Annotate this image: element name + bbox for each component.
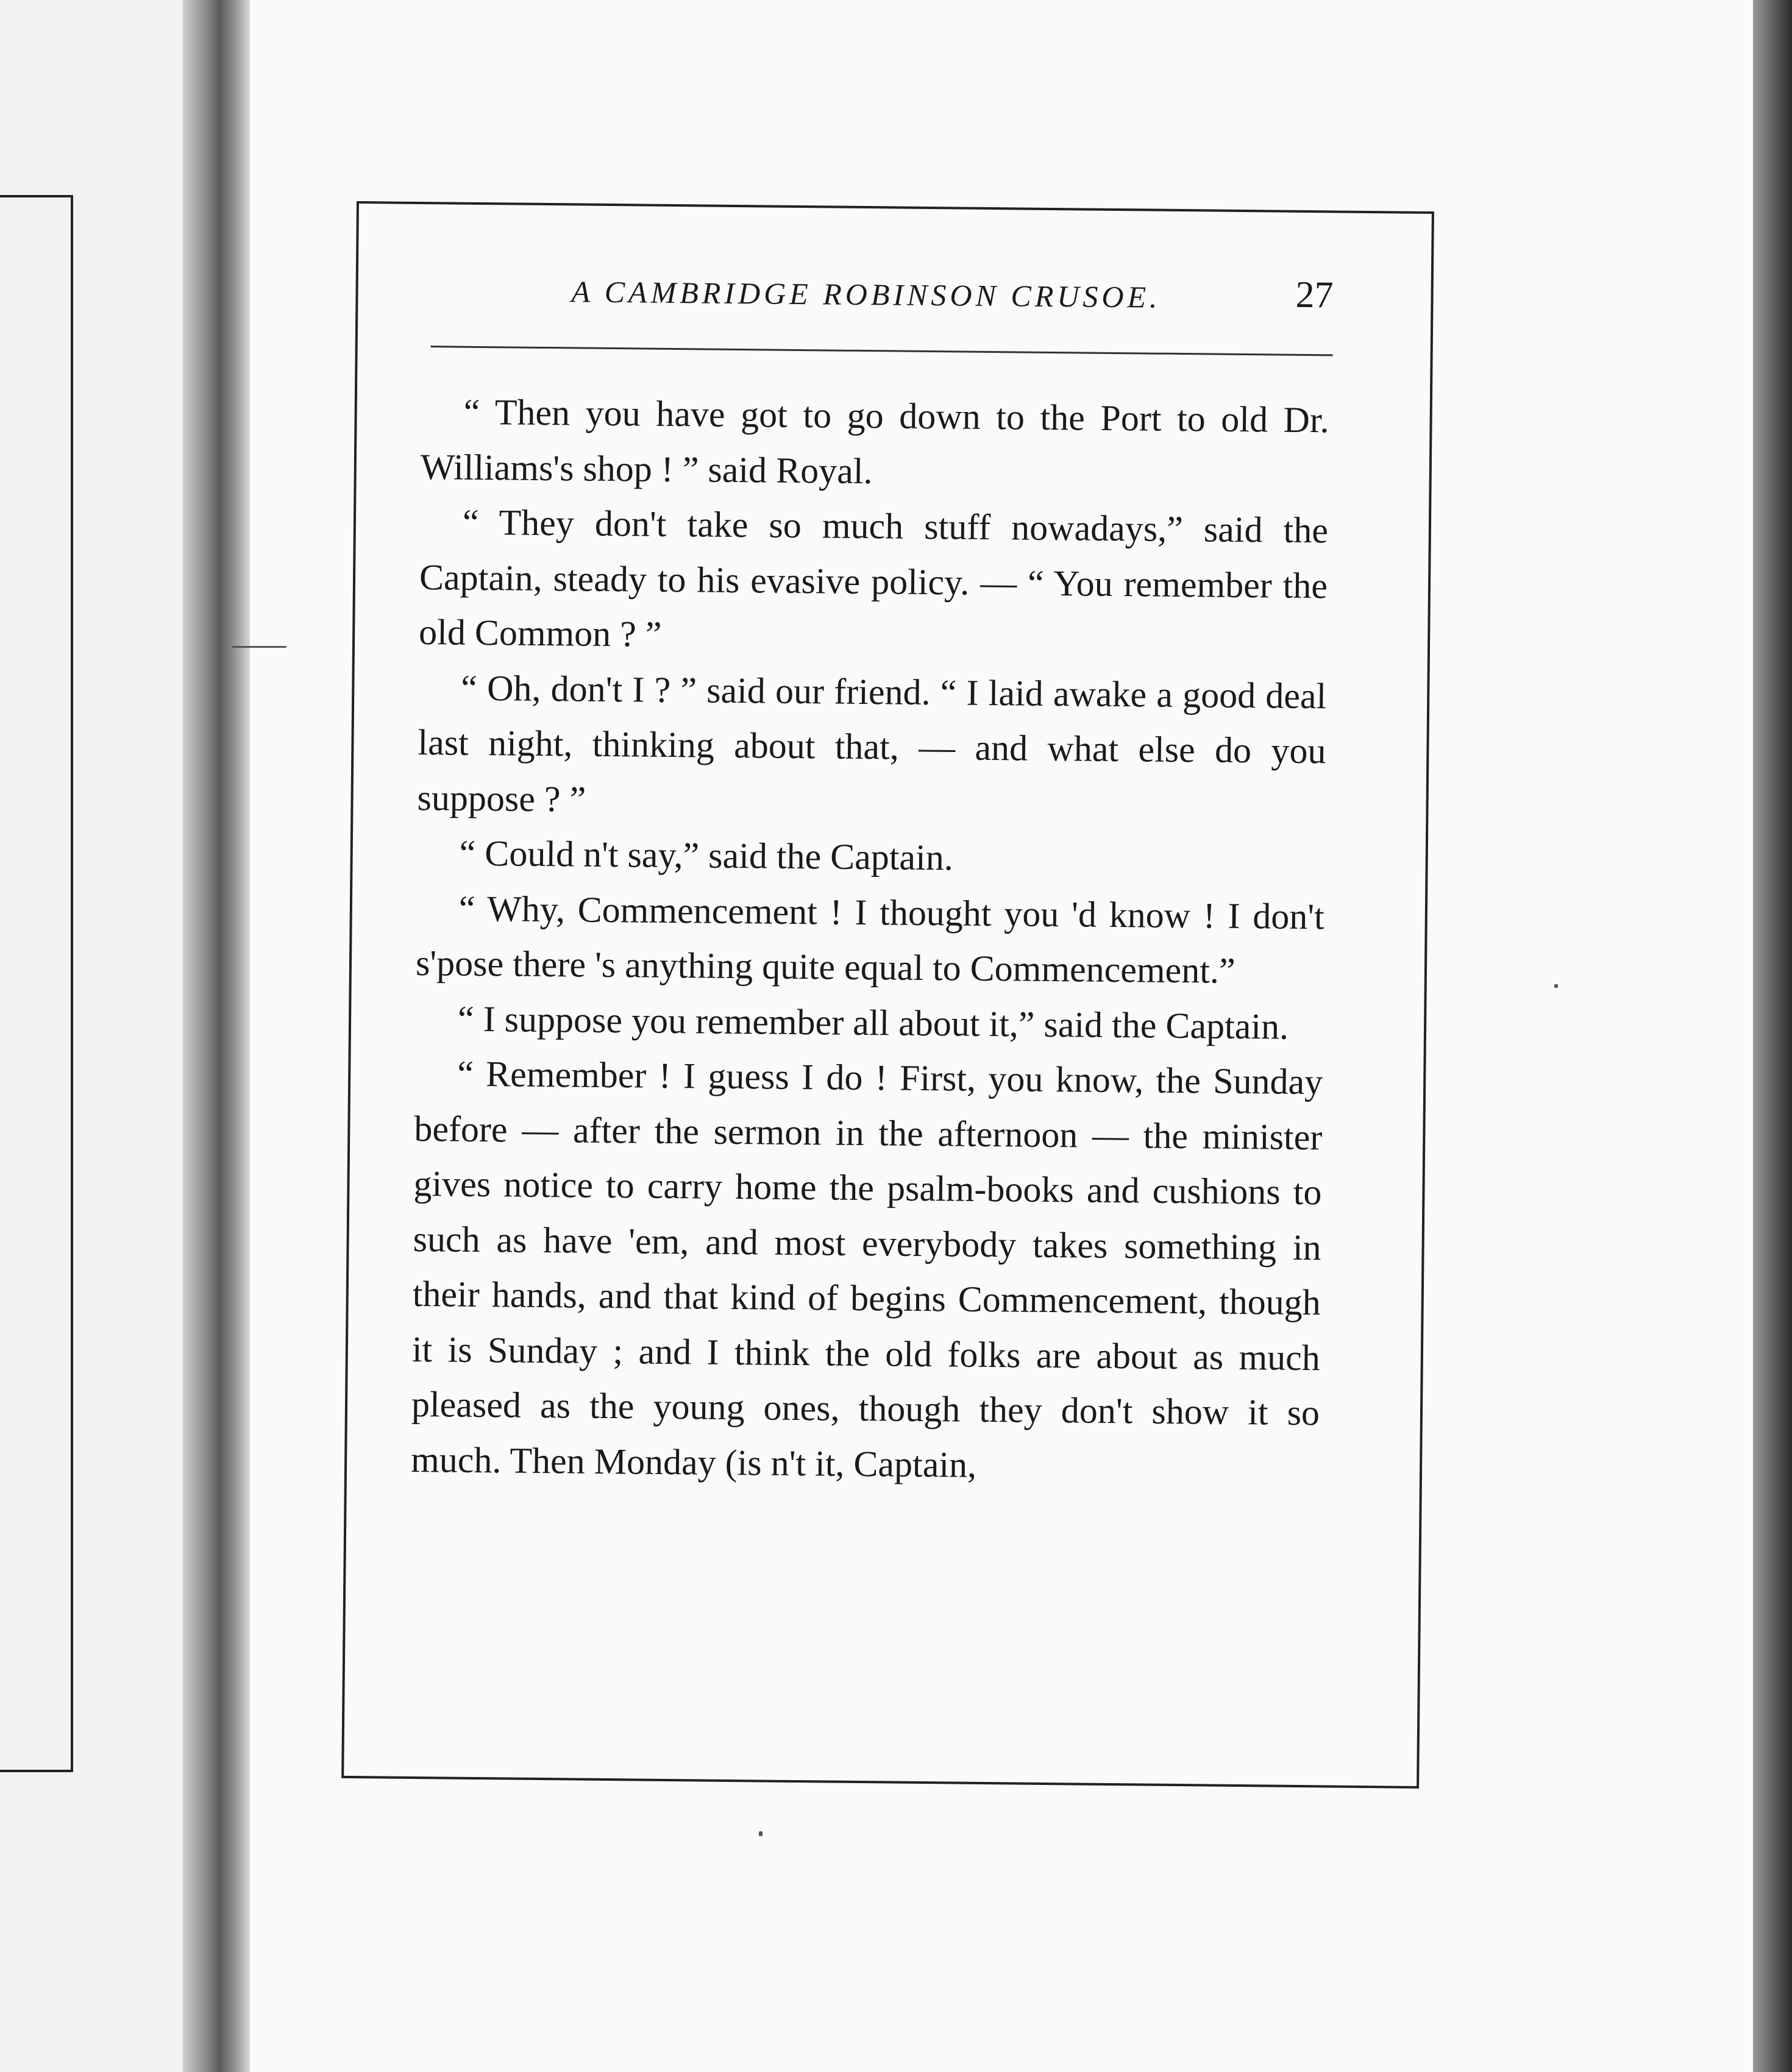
- page-edge: [1753, 0, 1792, 2072]
- scan-speck: [759, 1831, 763, 1836]
- scan-speck: [232, 646, 286, 648]
- header-rule: [431, 346, 1333, 356]
- paragraph: “ Remember ! I guess I do ! First, you know, the Sunday before — after the sermon in the afternoon — the minister gives notice to carry home the psalm-books and cushions to such as have 'em, and most everybody takes something in their hands, and that kind of begins Commencement, though it is Sunday ; and I think the old folks are about as much pleased as the young ones, though they don't show it so much. Then Monday (is n't it, Captain,: [410, 1053, 1323, 1485]
- paragraph: “ I suppose you remember all about it,” said the Captain.: [457, 998, 1289, 1047]
- paragraph: “ Why, Commencement ! I thought you 'd know ! I don't s'pose there 's anything quite equal to Commencement.”: [415, 888, 1325, 991]
- paragraph: “ They don't take so much stuff nowadays,” said the Captain, steady to his evasive policy. — “ You remember the old Common ? ”: [418, 502, 1329, 655]
- body-text: [411, 384, 1329, 1495]
- paragraph: “ Oh, don't I ? ” said our friend. “ I laid awake a good deal last night, thinking about that, — and what else do you suppose ? ”: [417, 667, 1327, 820]
- previous-page-frame: [0, 195, 73, 1772]
- paragraph: “ Then you have got to go down to the Port to old Dr. Williams's shop ! ” said Royal.: [420, 391, 1329, 491]
- page-header: [449, 265, 1352, 328]
- running-title: A CAMBRIDGE ROBINSON CRUSOE.: [571, 274, 1161, 314]
- book-gutter: [183, 0, 250, 2072]
- scan-speck: [1554, 984, 1558, 988]
- page-frame: [341, 201, 1434, 1789]
- page-number: 27: [1295, 274, 1334, 316]
- paragraph: “ Could n't say,” said the Captain.: [459, 832, 954, 878]
